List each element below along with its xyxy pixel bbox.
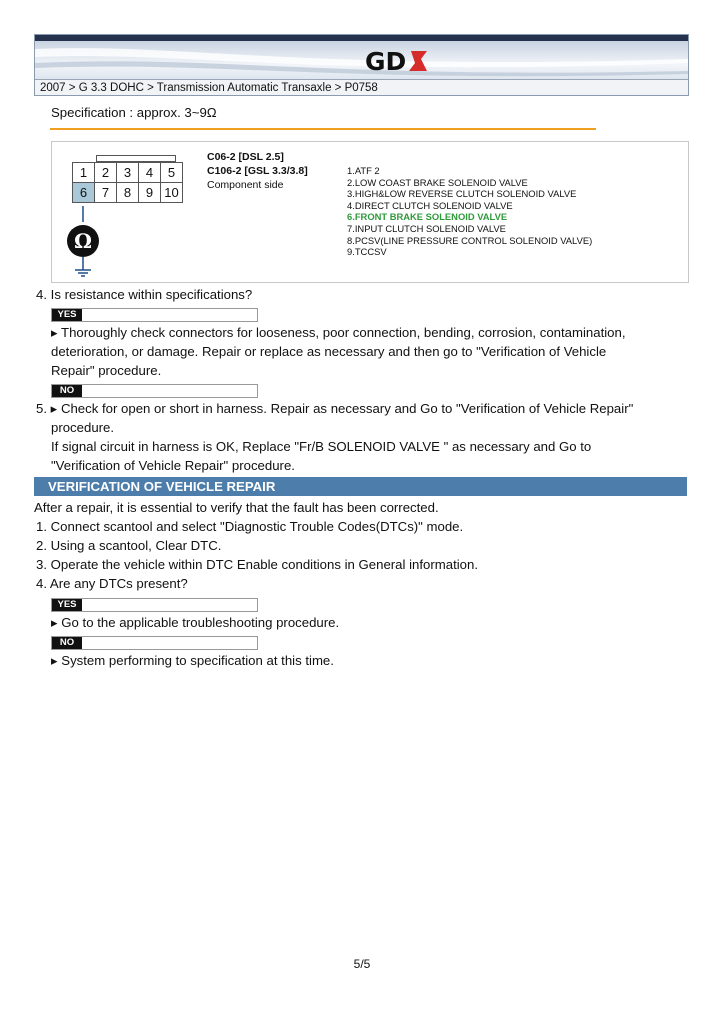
page-header xyxy=(34,34,689,96)
pin-desc: 2.LOW COAST BRAKE SOLENOID VALVE xyxy=(347,176,528,188)
pin-desc: 1.ATF 2 xyxy=(347,165,380,176)
connector-title-2: C106-2 [GSL 3.3/3.8] xyxy=(207,165,308,177)
yes-instruction-line: Repair" procedure. xyxy=(51,363,162,378)
pin-8: 8 xyxy=(117,183,139,203)
verification-step: 4. Are any DTCs present? xyxy=(36,576,188,591)
specification-text: Specification : approx. 3~9Ω xyxy=(51,105,217,120)
pin-desc: 7.INPUT CLUTCH SOLENOID VALVE xyxy=(347,222,506,234)
pin-6: 6 xyxy=(73,183,95,203)
verification-intro: After a repair, it is essential to verify that the fault has been corrected. xyxy=(34,500,439,515)
gds-logo xyxy=(365,47,429,75)
section-header-verification: VERIFICATION OF VEHICLE REPAIR xyxy=(34,477,687,496)
verification-step: 2. Using a scantool, Clear DTC. xyxy=(36,538,222,553)
pin-description-list xyxy=(347,165,592,258)
page-number: 5/5 xyxy=(353,957,371,971)
no-label: NO xyxy=(52,385,82,397)
pin-desc: 8.PCSV(LINE PRESSURE CONTROL SOLENOID VALVE) xyxy=(347,234,593,246)
connector-title-1: C06-2 [DSL 2.5] xyxy=(207,151,284,163)
step-5-line: If signal circuit in harness is OK, Replace "Fr/B SOLENOID VALVE " as necessary and Go to xyxy=(51,439,592,454)
yes-label: YES xyxy=(52,599,82,611)
breadcrumb: 2007 > G 3.3 DOHC > Transmission Automatic Transaxle > P0758 xyxy=(35,79,688,96)
pin-9: 9 xyxy=(139,183,161,203)
pin-desc-highlighted: 6.FRONT BRAKE SOLENOID VALVE xyxy=(347,211,508,223)
connector-side-label: Component side xyxy=(207,179,284,191)
yes-tag xyxy=(51,598,258,612)
pin-1: 1 xyxy=(73,163,95,183)
step-4-question: 4. Is resistance within specifications? xyxy=(36,287,253,302)
pin-5: 5 xyxy=(161,163,183,183)
no-tag xyxy=(51,636,258,650)
connector-figure xyxy=(51,141,689,283)
pin-2: 2 xyxy=(95,163,117,183)
yes-instruction-line: deterioration, or damage. Repair or replace as necessary and then go to "Verification of Vehicle xyxy=(51,344,607,359)
connector-latch xyxy=(96,155,176,162)
svg-text:GD: GD xyxy=(365,47,407,75)
no-tag xyxy=(51,384,258,398)
yes-label: YES xyxy=(52,309,82,321)
pin-4: 4 xyxy=(139,163,161,183)
header-swoosh-graphic xyxy=(35,41,689,81)
step-5-line: 5. ▸ Check for open or short in harness. Repair as necessary and Go to "Verification of Vehicle Repair" xyxy=(36,401,634,416)
verification-step: 3. Operate the vehicle within DTC Enable conditions in General information. xyxy=(36,557,479,572)
pin-7: 7 xyxy=(95,183,117,203)
verification-step: 1. Connect scantool and select "Diagnostic Trouble Codes(DTCs)" mode. xyxy=(36,519,464,534)
ohm-symbol: Ω xyxy=(74,229,92,253)
connector-pin-grid xyxy=(72,162,183,203)
pin-desc: 9.TCCSV xyxy=(347,246,387,258)
yes-tag xyxy=(51,308,258,322)
step-5-line: procedure. xyxy=(51,420,115,435)
step-5-line: "Verification of Vehicle Repair" procedure. xyxy=(51,458,295,473)
ohmmeter-icon xyxy=(62,202,112,282)
pin-3: 3 xyxy=(117,163,139,183)
verification-no-text: ▸ System performing to specification at this time. xyxy=(51,653,334,668)
pin-10: 10 xyxy=(161,183,183,203)
pin-desc: 4.DIRECT CLUTCH SOLENOID VALVE xyxy=(347,199,513,211)
orange-divider xyxy=(50,128,596,130)
no-label: NO xyxy=(52,637,82,649)
verification-yes-text: ▸ Go to the applicable troubleshooting procedure. xyxy=(51,615,340,630)
yes-instruction-line: ▸ Thoroughly check connectors for looseness, poor connection, bending, corrosion, contamination, xyxy=(51,325,626,340)
pin-desc: 3.HIGH&LOW REVERSE CLUTCH SOLENOID VALVE xyxy=(347,188,577,200)
